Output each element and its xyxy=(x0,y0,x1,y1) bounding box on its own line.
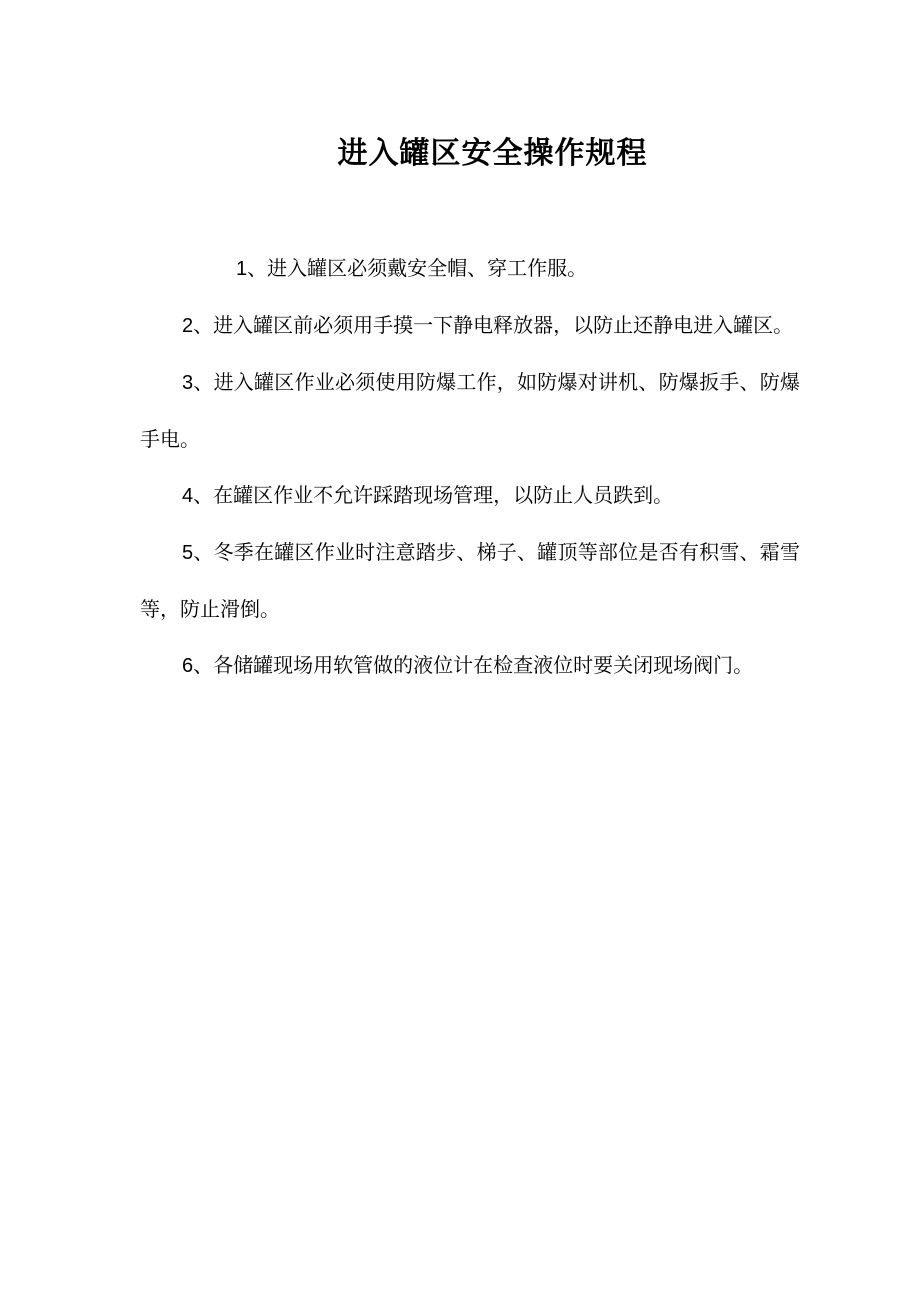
rule-number: 4 xyxy=(182,485,194,507)
rule-item-3 xyxy=(140,354,800,467)
rule-number: 2 xyxy=(182,315,194,337)
rule-number: 1 xyxy=(236,258,248,280)
rule-text: 、进入罐区必须戴安全帽、穿工作服。 xyxy=(247,256,588,280)
rule-item-4 xyxy=(140,467,800,524)
rule-item-5 xyxy=(140,524,800,637)
rule-item-6 xyxy=(140,637,800,694)
document-title: 进入罐区安全操作规程 xyxy=(337,136,648,172)
rule-number: 6 xyxy=(182,655,194,677)
rule-text: 、进入罐区前必须用手摸一下静电释放器，以防止还静电进入罐区。 xyxy=(193,313,794,337)
rule-text: 、在罐区作业不允许踩踏现场管理，以防止人员跌到。 xyxy=(193,483,674,507)
rule-item-2 xyxy=(140,297,800,354)
rule-text: 、冬季在罐区作业时注意踏步、梯子、罐顶等部位是否有积雪、霜雪等，防止滑倒。 xyxy=(140,540,800,621)
rule-number: 5 xyxy=(182,542,194,564)
document-body xyxy=(140,240,800,694)
rule-item-1 xyxy=(140,240,800,297)
rule-number: 3 xyxy=(182,372,194,394)
rule-text: 、进入罐区作业必须使用防爆工作，如防爆对讲机、防爆扳手、防爆手电。 xyxy=(140,370,800,451)
rule-text: 、各储罐现场用软管做的液位计在检查液位时要关闭现场阀门。 xyxy=(193,653,754,677)
